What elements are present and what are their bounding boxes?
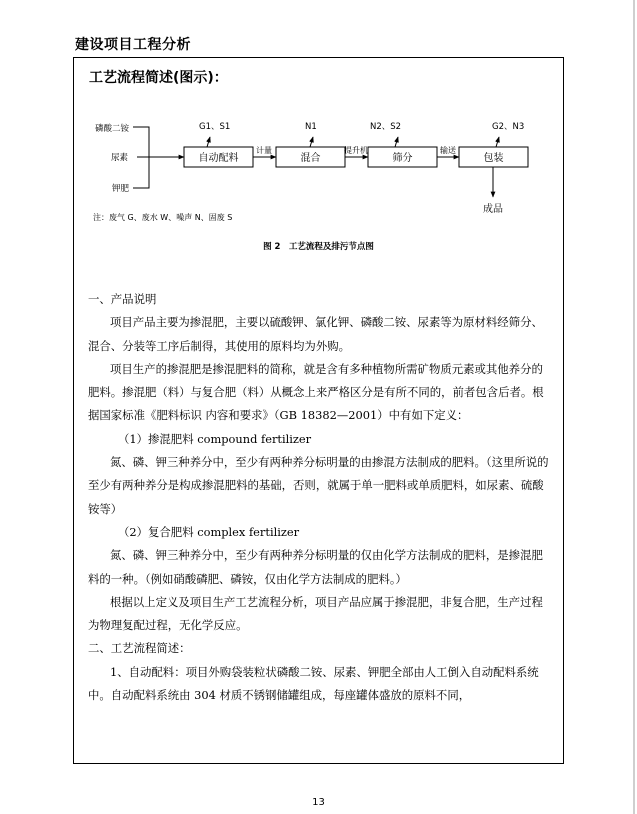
flow-input-label: 尿素 <box>111 153 129 163</box>
page-edge-rule <box>633 0 635 814</box>
section-title: 工艺流程简述(图示)： <box>89 70 228 86</box>
paragraph: 项目产品主要为掺混肥，主要以硫酸钾、氯化钾、磷酸二铵、尿素等为原材料经筛分、混合、分装等工序后制得，其使用的原料均为外购。 <box>88 315 543 353</box>
stage-label: 混合 <box>300 153 321 164</box>
flow-input-label: 磷酸二铵 <box>95 124 130 134</box>
subsection-heading: 一、产品说明 <box>88 292 157 306</box>
flow-legend-note: 注：废气 G、废水 W、噪声 N、固废 S <box>93 213 233 222</box>
document-heading: 建设项目工程分析 <box>75 37 191 53</box>
paragraph: 1、自动配料：项目外购袋装粒状磷酸二铵、尿素、钾肥全部由人工倒入自动配料系统中。自动配料系统由 304 材质不锈钢储罐组成，每座罐体盛放的原料不同， <box>88 664 539 703</box>
transfer-label: 输送 <box>440 146 456 155</box>
flow-input-label: 钾肥 <box>112 184 130 194</box>
emission-label: G2、N3 <box>492 122 525 132</box>
stage-label: 自动配料 <box>198 153 239 164</box>
page-number: 13 <box>312 797 325 808</box>
product-label: 成品 <box>483 204 503 215</box>
paragraph: 氮、磷、钾三种养分中，至少有两种养分标明量的由掺混方法制成的肥料。（这里所说的至少有两种养分是构成掺混肥料的基础，否则，就属于单一肥料或单质肥料，如尿素、硫酸铵等） <box>88 455 549 516</box>
transfer-label: 计量 <box>256 146 272 155</box>
emission-arrow <box>395 137 398 147</box>
paragraph: 根据以上定义及项目生产工艺流程分析，项目产品应属于掺混肥，非复合肥，生产过程为物理复配过程，无化学反应。 <box>88 594 543 633</box>
process-flow-diagram <box>74 113 563 223</box>
emission-label: N1 <box>305 122 317 132</box>
stage-label: 包装 <box>483 153 504 164</box>
subsection-heading: 二、工艺流程简述： <box>88 641 191 656</box>
emission-arrow <box>207 137 210 147</box>
figure-caption: 图 2 工艺流程及排污节点图 <box>263 242 374 252</box>
content-frame <box>73 57 564 764</box>
paragraph: 项目生产的掺混肥是掺混肥料的简称，就是含有多种植物所需矿物质元素或其他养分的肥料。掺混肥（料）与复合肥（料）从概念上来严格区分是有所不同的，前者包含后者。根据国家标准《肥料标识 内容和要求》（GB 18382—2001）中有如下定义： <box>88 361 544 423</box>
definition-heading: （2）复合肥料 complex fertilizer <box>118 524 300 539</box>
emission-arrow <box>496 137 499 147</box>
emission-label: G1、S1 <box>199 122 231 132</box>
definition-heading: （1）掺混肥料 compound fertilizer <box>118 431 312 446</box>
emission-arrow <box>310 137 313 147</box>
transfer-label: 提升机 <box>344 146 368 155</box>
paragraph: 氮、磷、钾三种养分中，至少有两种养分标明量的仅由化学方法制成的肥料，是掺混肥料的一种。（例如硝酸磷肥、磷铵，仅由化学方法制成的肥料。） <box>88 548 543 586</box>
body-text <box>88 288 553 707</box>
stage-label: 筛分 <box>392 153 413 164</box>
emission-label: N2、S2 <box>370 122 402 132</box>
